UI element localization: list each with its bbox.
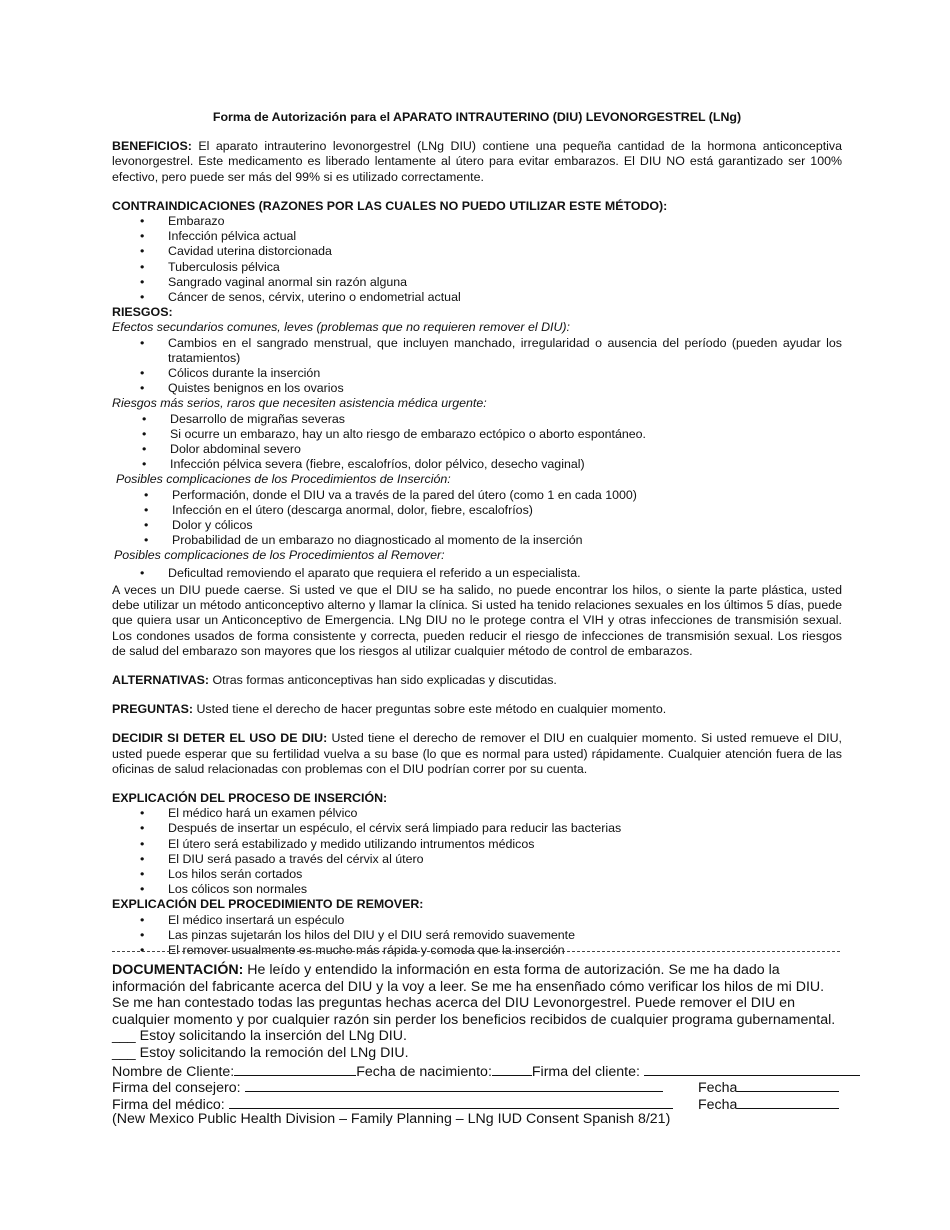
- form-footer: (New Mexico Public Health Division – Family Planning – LNg IUD Consent Spanish 8/21): [112, 1111, 671, 1128]
- form-body: [112, 110, 842, 958]
- documentation-label: DOCUMENTACIÓN:: [112, 962, 244, 978]
- contraindications-heading: CONTRAINDICACIONES (RAZONES POR LAS CUALES NO PUEDO UTILIZAR ESTE MÉTODO):: [112, 198, 668, 213]
- counselor-signature-field[interactable]: [245, 1078, 663, 1092]
- decide-paragraph: [112, 731, 842, 777]
- physician-date-field[interactable]: [737, 1095, 839, 1109]
- benefits-text: El aparato intrauterino levonorgestrel (LNg DIU) contiene una pequeña cantidad de la hormona anticonceptiva levonorgestrel. Este medicamento es liberado lentamente al útero para evitar embarazos. El DIU NO está garantizado ser 100% efectivo, pero puede ser más del 99% si es utilizado correctamente.: [112, 139, 842, 184]
- counselor-row: [112, 1078, 840, 1095]
- contraindications-list: [112, 214, 842, 305]
- list-item: • Dolor y cólicos: [112, 518, 842, 533]
- list-item: • El DIU será pasado a través del cérvix al útero: [112, 852, 842, 867]
- form-title: Forma de Autorización para el APARATO INTRAUTERINO (DIU) LEVONORGESTREL (LNg): [212, 110, 742, 124]
- list-item: • Quistes benignos en los ovarios: [112, 381, 842, 396]
- list-item: • Cólicos durante la inserción: [112, 366, 842, 381]
- alternatives-label: ALTERNATIVAS:: [112, 672, 210, 687]
- list-item: • Probabilidad de un embarazo no diagnosticado al momento de la inserción: [112, 533, 842, 548]
- questions-text: Usted tiene el derecho de hacer preguntas sobre este método en cualquier momento.: [193, 702, 667, 717]
- list-item: • Desarrollo de migrañas severas: [112, 412, 842, 427]
- list-item: • Las pinzas sujetarán los hilos del DIU y el DIU será removido suavemente: [112, 928, 842, 943]
- list-item: • Cáncer de senos, cérvix, uterino o endometrial actual: [112, 290, 842, 305]
- risks-heading: RIESGOS:: [112, 305, 173, 320]
- insertion-complications-list: [112, 488, 842, 549]
- iud-warning-paragraph: A veces un DIU puede caerse. Si usted ve que el DIU se ha salido, no puede encontrar los hilos, o siente la parte plástica, usted debe utilizar un método anticonceptivo alterno y llamar la clínica. Si usted ha tenido relaciones sexuales en los últimos 5 días, puede que quiera usar un Anticonceptivo de Emergencia. LNg DIU no le protege contra el VIH y otras infecciones de transmisión sexual. Los condones usados de forma consistente y correcta, pueden reducir el riesgo de infecciones de transmisión sexual. Los riesgos de salud del embarazo son mayores que los riesgos al utilizar cualquier método de control de embarazos.: [112, 582, 842, 658]
- client-name-field[interactable]: [234, 1062, 356, 1076]
- list-item: • Cavidad uterina distorcionada: [112, 244, 842, 259]
- benefits-label: BENEFICIOS:: [112, 139, 192, 154]
- common-effects-label: Efectos secundarios comunes, leves (problemas que no requieren remover el DIU):: [112, 320, 570, 335]
- physician-signature-label: Firma del médico:: [112, 1096, 225, 1113]
- serious-risks-label: Riesgos más serios, raros que necesiten asistencia médica urgente:: [112, 396, 487, 411]
- list-item: • Embarazo: [112, 214, 842, 229]
- questions-paragraph: [112, 702, 842, 717]
- alternatives-paragraph: [112, 673, 842, 688]
- list-item: • Después de insertar un espéculo, el cérvix será limpiado para reducir las bacterias: [112, 821, 842, 836]
- list-item: • Sangrado vaginal anormal sin razón alguna: [112, 275, 842, 290]
- list-item: • Dolor abdominal severo: [112, 442, 842, 457]
- insertion-process-heading: EXPLICACIÓN DEL PROCESO DE INSERCIÓN:: [112, 790, 388, 805]
- documentation-text: He leído y entendido la información en esta forma de autorización. Se me ha dado la información del fabricante acerca del DIU y la voy a leer. Se me ha ensenñado cómo verificar los hilos de mi DIU. Se me han contestado todas las preguntas hechas acerca del DIU Levonorgestrel. Puede remover el DIU en cualquier momento y por cualquier razón sin perder los beneficios recibidos de cualquier programa gubernamental.: [112, 962, 836, 1028]
- client-signature-label: Firma del cliente:: [531, 1063, 640, 1080]
- counselor-date-label: Fecha: [698, 1080, 738, 1097]
- list-item: • El médico insertará un espéculo: [112, 913, 842, 928]
- list-item: • El útero será estabilizado y medido utilizando intrumentos médicos: [112, 837, 842, 852]
- client-name-label: Nombre de Cliente:: [112, 1063, 235, 1080]
- physician-row: [112, 1095, 840, 1112]
- list-item: • Tuberculosis pélvica: [112, 260, 842, 275]
- list-item: • El médico hará un examen pélvico: [112, 806, 842, 821]
- benefits-paragraph: [112, 139, 842, 185]
- physician-date-label: Fecha: [698, 1096, 738, 1113]
- list-item: • Si ocurre un embarazo, hay un alto riesgo de embarazo ectópico o aborto espontáneo.: [112, 427, 842, 442]
- common-effects-list: [112, 336, 842, 397]
- alternatives-text: Otras formas anticonceptivas han sido explicadas y discutidas.: [209, 672, 557, 687]
- list-item: • Infección en el útero (descarga anormal, dolor, fiebre, escalofríos): [112, 503, 842, 518]
- physician-signature-field[interactable]: [229, 1095, 673, 1109]
- list-item: • Los hilos serán cortados: [112, 867, 842, 882]
- removal-process-heading: EXPLICACIÓN DEL PROCEDIMIENTO DE REMOVER:: [112, 897, 424, 912]
- insertion-process-list: [112, 806, 842, 897]
- documentation-section: [112, 962, 840, 1128]
- removal-complications-label: Posibles complicaciones de los Procedimientos al Remover:: [114, 548, 445, 563]
- list-item: • Los cólicos son normales: [112, 882, 842, 897]
- decide-text: Usted tiene el derecho de remover el DIU en cualquier momento. Si usted remueve el DIU, usted puede esperar que su fertilidad vuelva a su base (lo que es normal para usted) rápidamente. Cualquier atención fuera de las oficinas de salud relacionadas con problemas con el DIU podrían correr por su cuenta.: [112, 731, 842, 776]
- list-item: • Performación, donde el DIU va a través de la pared del útero (como 1 en cada 1000): [112, 488, 842, 503]
- list-item: • Cambios en el sangrado menstrual, que incluyen manchado, irregularidad o ausencia del período (pueden ayudar los tratamientos): [112, 336, 842, 366]
- list-item: • Infección pélvica severa (fiebre, escalofríos, dolor pélvico, desecho vaginal): [112, 457, 842, 472]
- questions-label: PREGUNTAS:: [112, 702, 193, 717]
- client-signature-field[interactable]: [644, 1062, 860, 1076]
- list-item: • Deficultad removiendo el aparato que requiera el referido a un especialista.: [112, 566, 842, 581]
- section-divider: [112, 951, 840, 952]
- insertion-complications-label: Posibles complicaciones de los Procedimientos de Inserción:: [116, 472, 451, 487]
- birth-date-label: Fecha de nacimiento:: [356, 1063, 492, 1080]
- list-item: • El remover usualmente es mucho más rápida y comoda que la inserción: [112, 943, 842, 958]
- removal-complications-list: [112, 566, 842, 581]
- counselor-signature-label: Firma del consejero:: [112, 1080, 241, 1097]
- client-info-row: [112, 1062, 840, 1079]
- documentation-paragraph: [112, 962, 840, 1028]
- decide-label: DECIDIR SI DETER EL USO DE DIU:: [112, 731, 328, 746]
- removal-request-line[interactable]: ___ Estoy solicitando la remoción del LNg DIU.: [112, 1044, 409, 1061]
- serious-risks-list: [112, 412, 842, 473]
- list-item: • Infección pélvica actual: [112, 229, 842, 244]
- birth-date-field[interactable]: [492, 1062, 532, 1076]
- counselor-date-field[interactable]: [737, 1078, 839, 1092]
- insertion-request-line[interactable]: ___ Estoy solicitando la inserción del LNg DIU.: [112, 1028, 407, 1045]
